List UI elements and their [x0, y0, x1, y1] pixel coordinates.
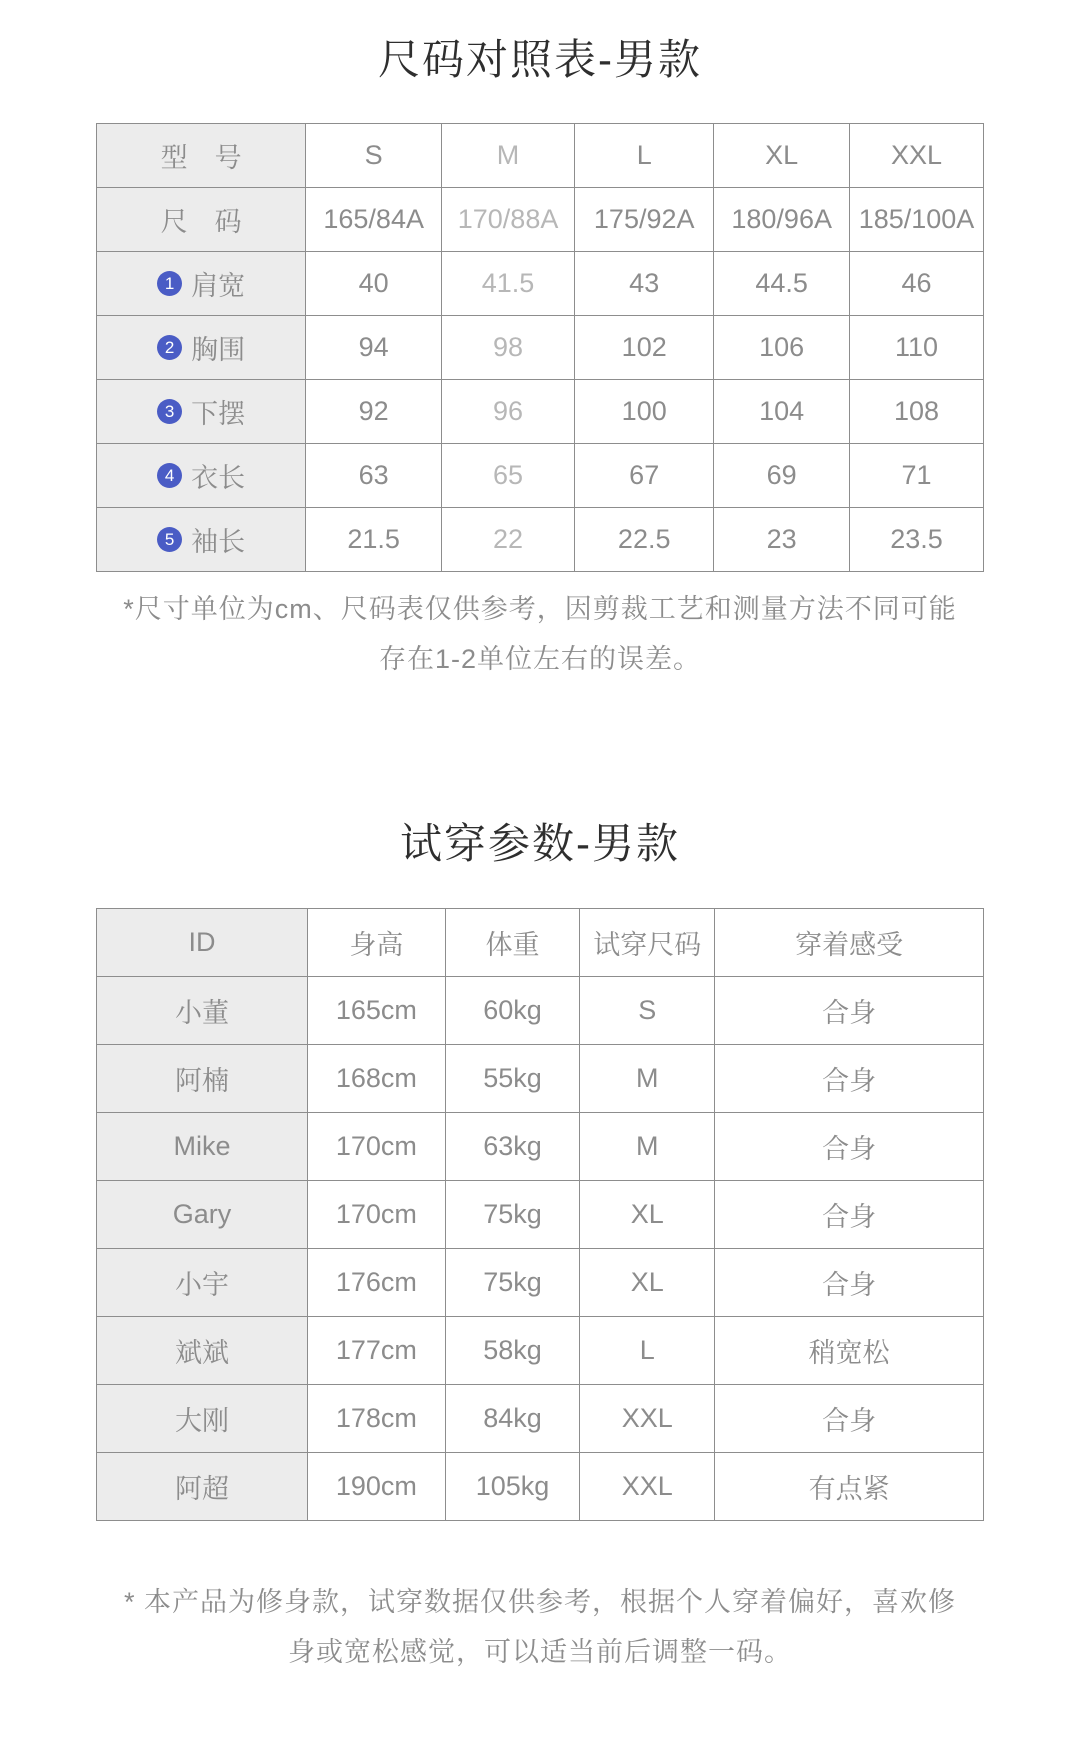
- fit-id-cell: 阿楠: [97, 1045, 308, 1113]
- size-chart-note: [0, 584, 1080, 684]
- fit-chart-note-line-2: 身或宽松感觉，可以适当前后调整一码。: [288, 1637, 792, 1667]
- value-cell: 96: [442, 380, 575, 444]
- model-header-cell: 型 号: [97, 124, 306, 188]
- measure-label: 胸围: [191, 335, 246, 365]
- fit-id-cell: Gary: [97, 1181, 308, 1249]
- measure-label: 袖长: [191, 527, 246, 557]
- circled-number-4-icon: 4: [157, 463, 182, 488]
- fit-value-cell: 84kg: [445, 1385, 580, 1453]
- fit-value-cell: 稍宽松: [715, 1317, 984, 1385]
- value-cell: 92: [306, 380, 442, 444]
- fit-value-cell: S: [580, 977, 715, 1045]
- value-cell: 185/100A: [850, 188, 984, 252]
- row-label-cell: [97, 380, 306, 444]
- fit-header-cell: ID: [97, 909, 308, 977]
- value-cell: 170/88A: [442, 188, 575, 252]
- fit-value-cell: 有点紧: [715, 1453, 984, 1521]
- fit-chart-note-line-1: * 本产品为修身款，试穿数据仅供参考，根据个人穿着偏好，喜欢修: [123, 1587, 956, 1617]
- circled-number-1-icon: 1: [157, 271, 182, 296]
- fit-value-cell: 105kg: [445, 1453, 580, 1521]
- circled-number-3-icon: 3: [157, 399, 182, 424]
- fit-value-cell: 165cm: [308, 977, 445, 1045]
- size-chart-row: [97, 188, 984, 252]
- fit-value-cell: L: [580, 1317, 715, 1385]
- fit-header-cell: 试穿尺码: [580, 909, 715, 977]
- size-chart-table: [96, 123, 984, 572]
- size-chart-row: [97, 380, 984, 444]
- fit-id-cell: 斌斌: [97, 1317, 308, 1385]
- fit-value-cell: 合身: [715, 1249, 984, 1317]
- fit-header-cell: 穿着感受: [715, 909, 984, 977]
- row-label-cell: [97, 316, 306, 380]
- fit-chart-note: [0, 1577, 1080, 1677]
- fit-chart-row: [97, 1385, 984, 1453]
- fit-chart-row: [97, 1249, 984, 1317]
- fit-chart-row: [97, 977, 984, 1045]
- fit-value-cell: 合身: [715, 1181, 984, 1249]
- fit-chart-row: [97, 1113, 984, 1181]
- fit-value-cell: XL: [580, 1249, 715, 1317]
- value-cell: 175/92A: [575, 188, 714, 252]
- value-cell: 106: [714, 316, 850, 380]
- fit-value-cell: 176cm: [308, 1249, 445, 1317]
- circled-number-2-icon: 2: [157, 335, 182, 360]
- value-cell: 21.5: [306, 508, 442, 572]
- fit-value-cell: 60kg: [445, 977, 580, 1045]
- value-cell: 46: [850, 252, 984, 316]
- value-cell: 23.5: [850, 508, 984, 572]
- value-cell: 69: [714, 444, 850, 508]
- measure-label: 衣长: [191, 463, 246, 493]
- fit-value-cell: 168cm: [308, 1045, 445, 1113]
- fit-value-cell: 170cm: [308, 1181, 445, 1249]
- fit-value-cell: 190cm: [308, 1453, 445, 1521]
- measure-label: 下摆: [191, 399, 246, 429]
- value-cell: 102: [575, 316, 714, 380]
- fit-value-cell: 178cm: [308, 1385, 445, 1453]
- value-cell: 94: [306, 316, 442, 380]
- value-cell: 67: [575, 444, 714, 508]
- measure-label: 肩宽: [191, 271, 246, 301]
- value-cell: 40: [306, 252, 442, 316]
- value-cell: 63: [306, 444, 442, 508]
- fit-id-cell: 阿超: [97, 1453, 308, 1521]
- size-header-cell: S: [306, 124, 442, 188]
- fit-id-cell: 大刚: [97, 1385, 308, 1453]
- value-cell: 41.5: [442, 252, 575, 316]
- circled-number-5-icon: 5: [157, 527, 182, 552]
- value-cell: 71: [850, 444, 984, 508]
- fit-chart-table: [96, 908, 984, 1521]
- fit-chart-row: [97, 1045, 984, 1113]
- fit-value-cell: 63kg: [445, 1113, 580, 1181]
- size-chart-note-line-2: 存在1-2单位左右的误差。: [378, 644, 702, 674]
- value-cell: 165/84A: [306, 188, 442, 252]
- size-chart-header-row: [97, 124, 984, 188]
- fit-value-cell: 合身: [715, 1113, 984, 1181]
- value-cell: 65: [442, 444, 575, 508]
- value-cell: 180/96A: [714, 188, 850, 252]
- value-cell: 23: [714, 508, 850, 572]
- row-label-cell: 尺 码: [97, 188, 306, 252]
- value-cell: 22.5: [575, 508, 714, 572]
- fit-value-cell: 75kg: [445, 1249, 580, 1317]
- fit-id-cell: 小宇: [97, 1249, 308, 1317]
- fit-value-cell: 58kg: [445, 1317, 580, 1385]
- fit-value-cell: 177cm: [308, 1317, 445, 1385]
- size-header-cell: XL: [714, 124, 850, 188]
- fit-value-cell: 55kg: [445, 1045, 580, 1113]
- size-header-cell: XXL: [850, 124, 984, 188]
- fit-chart-row: [97, 1317, 984, 1385]
- fit-value-cell: 合身: [715, 977, 984, 1045]
- fit-chart-title: 试穿参数-男款: [400, 820, 680, 867]
- fit-value-cell: XXL: [580, 1385, 715, 1453]
- fit-chart-header-row: [97, 909, 984, 977]
- row-label-cell: [97, 252, 306, 316]
- size-chart-row: [97, 316, 984, 380]
- fit-id-cell: 小董: [97, 977, 308, 1045]
- size-chart-row: [97, 444, 984, 508]
- fit-value-cell: 合身: [715, 1045, 984, 1113]
- value-cell: 110: [850, 316, 984, 380]
- value-cell: 100: [575, 380, 714, 444]
- fit-header-cell: 身高: [308, 909, 445, 977]
- row-label-cell: [97, 444, 306, 508]
- size-header-cell: M: [442, 124, 575, 188]
- fit-value-cell: M: [580, 1045, 715, 1113]
- size-header-cell: L: [575, 124, 714, 188]
- fit-value-cell: 170cm: [308, 1113, 445, 1181]
- fit-id-cell: Mike: [97, 1113, 308, 1181]
- fit-chart-row: [97, 1453, 984, 1521]
- size-chart-row: [97, 508, 984, 572]
- value-cell: 22: [442, 508, 575, 572]
- fit-header-cell: 体重: [445, 909, 580, 977]
- size-chart-note-line-1: *尺寸单位为cm、尺码表仅供参考，因剪裁工艺和测量方法不同可能: [123, 594, 957, 624]
- fit-value-cell: M: [580, 1113, 715, 1181]
- value-cell: 44.5: [714, 252, 850, 316]
- fit-value-cell: XL: [580, 1181, 715, 1249]
- size-chart-body: [97, 124, 984, 572]
- size-chart-title: 尺码对照表-男款: [378, 36, 702, 83]
- value-cell: 98: [442, 316, 575, 380]
- value-cell: 43: [575, 252, 714, 316]
- fit-chart-body: [97, 909, 984, 1521]
- value-cell: 108: [850, 380, 984, 444]
- size-chart-row: [97, 252, 984, 316]
- value-cell: 104: [714, 380, 850, 444]
- fit-value-cell: 合身: [715, 1385, 984, 1453]
- fit-chart-row: [97, 1181, 984, 1249]
- row-label-cell: [97, 508, 306, 572]
- fit-value-cell: 75kg: [445, 1181, 580, 1249]
- fit-value-cell: XXL: [580, 1453, 715, 1521]
